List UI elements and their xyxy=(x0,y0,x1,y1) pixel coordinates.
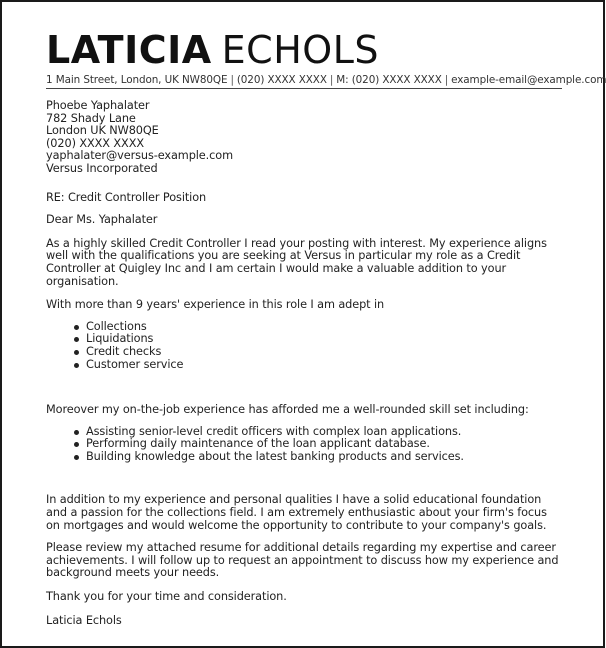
contact-phone: (020) XXXX XXXX xyxy=(236,74,327,86)
salutation: Dear Ms. Yaphalater xyxy=(46,213,158,227)
last-name: ECHOLS xyxy=(221,28,379,72)
contact-separator: | xyxy=(230,74,234,86)
paragraph-intro: As a highly skilled Credit Controller I read your posting with interest. My experience aligns well with the qualifications you are seeking at Versus in particular my role as a Credit Controller at Quigley Inc and I am certain I would make a valuable addition to your organisation. xyxy=(46,236,547,288)
list-item: Collections xyxy=(86,321,562,334)
paragraph-experience: With more than 9 years' experience in this role I am adept in xyxy=(46,298,385,312)
contact-separator: | xyxy=(444,74,449,86)
recipient-street: 782 Shady Lane xyxy=(46,111,136,125)
contact-mobile: M: (020) XXXX XXXX xyxy=(336,74,442,86)
re-line: RE: Credit Controller Position xyxy=(46,190,207,204)
paragraph-followup: Please review my attached resume for additional details regarding my expertise and career achievements. I will follow up to request an appointment to discuss how my experience and background meets your needs. xyxy=(46,541,559,580)
list-item: Assisting senior-level credit officers with complex loan applications. xyxy=(86,426,562,439)
list-item: Performing daily maintenance of the loan applicant database. xyxy=(86,438,562,451)
paragraph-thanks: Thank you for your time and consideration. xyxy=(46,590,287,604)
contact-line xyxy=(46,74,606,89)
contact-email: example-email@example.com xyxy=(451,74,606,86)
contact-separator: | xyxy=(329,74,334,86)
signature-name: Laticia Echols xyxy=(46,613,122,627)
skills-list xyxy=(46,321,562,371)
applicant-name xyxy=(46,30,562,70)
paragraph-education: In addition to my experience and personal qualities I have a solid educational foundation and a passion for the collections field. I am extremely enthusiastic about your firm's focus on mortgages and would welcome the opportunity to contribute to your company's goals. xyxy=(46,493,547,532)
paragraph-skillset: Moreover my on-the-job experience has afforded me a well-rounded skill set including: xyxy=(46,403,529,417)
first-name: LATICIA xyxy=(46,28,212,72)
recipient-phone: (020) XXXX XXXX xyxy=(46,136,144,150)
contact-address: 1 Main Street, London, UK NW80QE xyxy=(46,74,228,86)
recipient-name: Phoebe Yaphalater xyxy=(46,99,150,112)
list-item: Liquidations xyxy=(86,333,562,346)
letter-content xyxy=(46,28,606,627)
recipient-email: yaphalater@versus-example.com xyxy=(46,149,233,163)
recipient-city: London UK NW80QE xyxy=(46,124,159,138)
list-item: Customer service xyxy=(86,359,562,372)
recipient-block xyxy=(46,100,562,176)
list-item: Building knowledge about the latest banking products and services. xyxy=(86,451,562,464)
recipient-company: Versus Incorporated xyxy=(46,161,158,175)
skillset-list xyxy=(46,426,562,464)
list-item: Credit checks xyxy=(86,346,562,359)
